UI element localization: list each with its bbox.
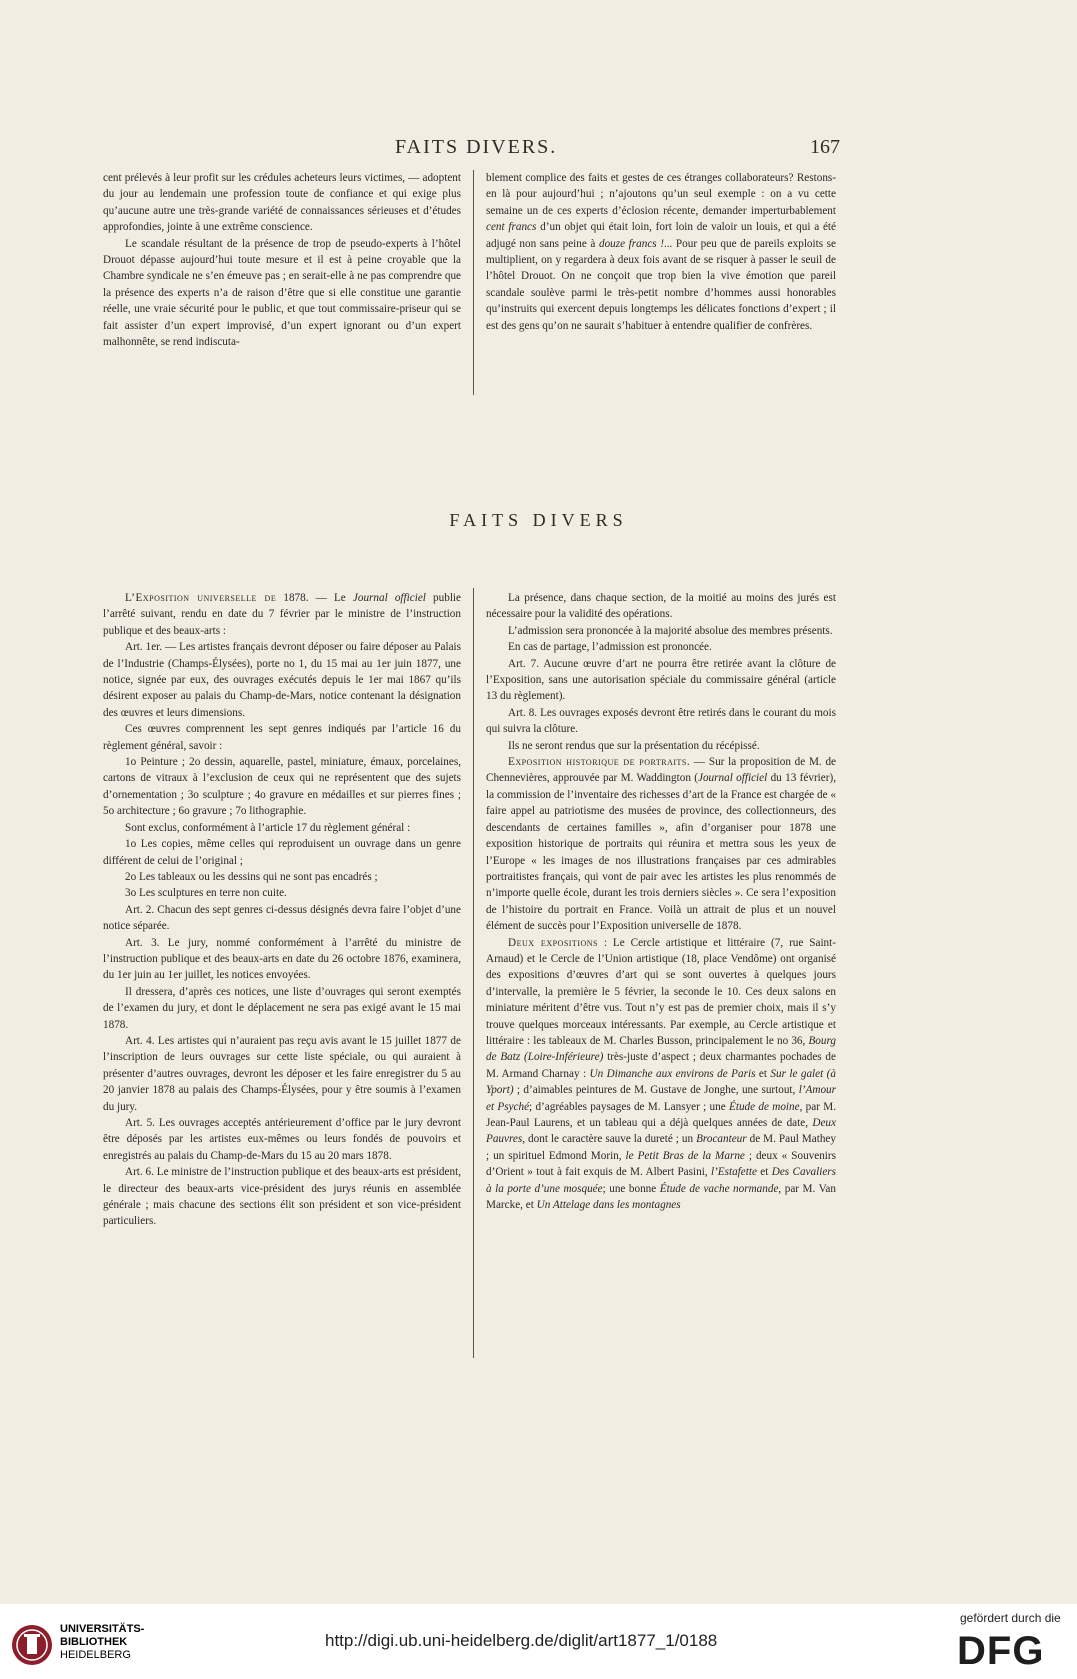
italic-run: Brocanteur (696, 1133, 747, 1146)
paragraph: 2o Les tableaux ou les dessins qui ne sont pas encadrés ; (125, 870, 378, 883)
italic-run: Deux Pauvres (486, 1117, 836, 1146)
italic-run: Journal officiel (698, 772, 768, 785)
top-left-column (103, 170, 461, 350)
paragraph: Ces œuvres comprennent les sept genres indiqués par l’article 16 du règlement général, savoir : (103, 723, 461, 752)
italic-run: Des Cavaliers à la porte d’une mosquée (486, 1166, 836, 1195)
library-name-line: UNIVERSITÄTS- (60, 1623, 145, 1635)
paragraph: Il dressera, d’après ces notices, une liste d’ouvrages qui seront exemptés de l’examen du jury, et dont le déplacement ne sera pas exigé avant le 15 mai 1878. (103, 985, 461, 1031)
italic-run: Un Dimanche aux environs de Paris (589, 1067, 756, 1080)
column-divider (473, 588, 474, 1358)
text-run: très-juste d’aspect ; deux charmantes pochades de M. Armand Charnay : (486, 1051, 836, 1080)
text-run: , dont le caractère sauve la dureté ; un (522, 1133, 697, 1146)
text-run: et (756, 1166, 772, 1179)
library-name (60, 1623, 144, 1662)
italic-run: Bourg de Batz (Loire-Inférieure) (486, 1034, 836, 1064)
text-run: et (755, 1067, 771, 1080)
bottom-left-column (103, 590, 461, 1230)
top-right-column (486, 170, 836, 334)
italic-run: Journal officiel (352, 592, 426, 604)
text-run: — Sur la proposition de M. de Chennevières, approuvée par M. Waddington ( (486, 756, 837, 785)
small-caps-run: L’Exposition universelle de (125, 592, 277, 604)
paragraph: Art. 8. Les ouvrages exposés devront être retirés dans le courant du mois qui suivra la clôture. (486, 706, 836, 736)
paragraph: 1o Les copies, même celles qui reproduisent un ouvrage dans un genre différent de celui de l’original ; (103, 838, 461, 867)
text-run: ; d’aimables peintures de M. Gustave de Jonghe, une surtout, (513, 1084, 799, 1097)
paragraph: Art. 7. Aucune œuvre d’art ne pourra être retirée avant la clôture de l’Exposition, sans une autorisation spéciale du commissaire général (article 13 du règlement). (486, 657, 836, 703)
paragraph: La présence, dans chaque section, de la moitié au moins des jurés est nécessaire pour la validité des opérations. (486, 592, 836, 621)
university-seal-icon (10, 1623, 54, 1667)
paragraph: Art. 2. Chacun des sept genres ci-dessus désignés devra faire l’objet d’une notice séparée. (103, 903, 461, 933)
paragraph: 1o Peinture ; 2o dessin, aquarelle, pastel, miniature, émaux, porcelaines, cartons de vitraux à l’exclusion de ceux qui ne représentent que des sujets d’ornementation ; 3o sculpture ; 4o gravure en médailles et sur pierres fines ; 5o architecture ; 6o gravure ; 7o lithographie. (103, 756, 461, 818)
italic-run: l’Estafette (710, 1166, 757, 1179)
text-run: ; une bonne (602, 1182, 660, 1195)
small-caps-run: Exposition historique de portraits. (508, 756, 691, 769)
text-run: blement complice des faits et gestes de ces étranges collaborateurs? Restons-en là pour aujourd’hui ; n’ajoutons qu’un seul exemple : on a vu cette semaine un de ces experts d’éclosion récente, demander imperturbablement (486, 172, 836, 217)
funding-label: gefördert durch die (960, 1611, 1061, 1625)
paragraph (103, 590, 461, 639)
page-number: 167 (810, 136, 840, 158)
paragraph: Sont exclus, conformément à l’article 17 du règlement général : (125, 821, 411, 834)
footer-bar (0, 1604, 1077, 1679)
italic-run: Étude de moine (729, 1100, 800, 1113)
paragraph: Ils ne seront rendus que sur la présentation du récépissé. (508, 739, 760, 752)
italic-run: l’Amour et Psyché (486, 1084, 836, 1113)
text-run: 1878. — Le (276, 592, 353, 604)
paragraph: cent prélevés à leur profit sur les crédules acheteurs leurs victimes, — adoptent du jour au lendemain une profession toute de confiance et qui exige plus qu’aucune autre une très-grande variété de connaissances sérieuses et d’études approfondies, jointe à une extrême conscience. (103, 172, 461, 234)
permalink-url[interactable]: http://digi.ub.uni-heidelberg.de/diglit/art1877_1/0188 (325, 1631, 718, 1650)
paragraph (486, 754, 836, 934)
paragraph: Art. 5. Les ouvrages acceptés antérieurement d’office par le jury devront être déposés par les artistes eux-mêmes ou leurs fondés de pouvoirs et enregistrés au palais du Champ-de-Mars du 15 au 20 mars 1878. (103, 1117, 461, 1162)
italic-run: le Petit Bras de la Marne (625, 1149, 745, 1162)
section-heading: FAITS DIVERS (449, 510, 628, 530)
text-run: publie l’arrêté suivant, rendu en date du 7 février par le ministre de l’instruction publique et des beaux-arts : (103, 592, 461, 637)
text-run: , par M. Jean-Paul Laurens, et un tableau qui a déjà quelques années de date, (486, 1100, 836, 1129)
paragraph: Art. 3. Le jury, nommé conformément à l’arrêté du ministre de l’instruction publique et des beaux-arts en date du 26 octobre 1876, examinera, du 1er juin au 1er juillet, les notices envoyées. (103, 936, 461, 982)
text-run: ; d’agréables paysages de M. Lansyer ; une (529, 1100, 730, 1113)
paragraph: En cas de partage, l’admission est prononcée. (508, 641, 712, 654)
paragraph (486, 935, 836, 1214)
library-name-line: HEIDELBERG (60, 1649, 131, 1661)
bottom-right-column (486, 590, 836, 1213)
column-divider (473, 170, 474, 395)
paragraph: Le scandale résultant de la présence de trop de pseudo-experts à l’hôtel Drouot dépasse aujourd’hui toute mesure et il est à peine croyable que la Chambre syndicale ne s’en émeuve pas ; en serait-elle à ne pas comprendre que la présence des experts n’a de raison d’être que si elle constitue une garantie réelle, une vraie sécurité pour le public, et que tout commissaire-priseur qui se fait assister d’un expert improvisé, d’un expert ignorant ou d’un expert malhonnête, se rend indiscuta- (103, 237, 461, 349)
italic-run: Étude de vache normande (659, 1182, 779, 1195)
text-run: ; deux « Souvenirs d’Orient » tout à fait exquis de M. Albert Pasini, (486, 1149, 836, 1179)
paragraph: Art. 1er. — Les artistes français devront déposer ou faire déposer au Palais de l’Industrie (Champs-Élysées), porte no 1, du 15 mai au 1er juin 1877, une notice, signée par eux, des ouvrages exécutés depuis le 1er mai 1867 qu’ils désirent exposer au palais du Champ-de-Mars, notice contenant la désignation des œuvres et leurs dimensions. (103, 641, 461, 719)
text-run: du 13 février), la commission de l’inventaire des richesses d’art de la France est chargée de « faire appel au patriotisme des musées de province, des collectionneurs, des descendants de certaines familles », afin d’organiser pour 1878 une exposition historique de portraits qui réunira et mettra sous les yeux de l’Europe « les images de nos illustrations françaises par ces admirables portraitistes français, qui vont de pair avec les artistes les plus renommés de n’importe quelle école, durant les trois derniers siècles ». Ce sera l’exposition de l’histoire du portrait en France. Voilà un attrait de plus et un nouvel élément de succès pour l’Exposition universelle de 1878. (486, 772, 836, 933)
small-caps-run: Deux expositions (508, 936, 598, 949)
italic-run: Un Attelage dans les montagnes (536, 1199, 681, 1212)
italic-run: douze francs ! (598, 237, 664, 250)
running-title: FAITS DIVERS. (395, 136, 558, 158)
paragraph: 3o Les sculptures en terre non cuite. (125, 887, 287, 900)
text-run: ... Pour peu que de pareils exploits se multiplient, on y regardera à deux fois avant de se risquer à passer le seuil de l’hôtel Drouot. On ne conçoit que trop bien la vive émotion que pareil scandale soulève parmi le très-petit nombre d’hommes aussi honorables qu’instruits qui exercent depuis longtemps les délicates fonctions d’expert ; il est des gens qu’on ne saurait s’habituer à entendre qualifier de confrères. (486, 237, 836, 332)
library-name-line: BIBLIOTHEK (60, 1636, 128, 1648)
paragraph: Art. 4. Les artistes qui n’auraient pas reçu avis avant le 15 juillet 1877 de l’inscription de leurs ouvrages sur cette liste spéciale, ou qui auraient à présenter d’autres ouvrages, devront les déposer et les faire enregistrer du 5 au 20 janvier 1878 au palais des Champs-Élysées, pour y être soumis à l’examen du jury. (103, 1034, 461, 1113)
italic-run: Sur le galet (à Yport) (486, 1067, 836, 1097)
paragraph (486, 170, 836, 334)
text-run: de M. Paul Mathey ; un spirituel Edmond Morin, (486, 1133, 836, 1162)
text-run: : Le Cercle artistique et littéraire (7, rue Saint-Arnaud) et le Cercle de l’Union artistique (18, place Vendôme) ont organisé des expositions d’œuvres d’art qui se sont ouvertes à quelques jours d’intervalle, la première le 5 février, la seconde le 10. Ces deux salons en miniature méritent d’être vus. Tout n’y est pas de premier choix, mais il s’y trouve quelques morceaux intéressants. Par exemple, au Cercle artistique et littéraire : les tableaux de M. Charles Busson, principalement le no 36, (486, 936, 836, 1047)
paragraph: L’admission sera prononcée à la majorité absolue des membres présents. (508, 624, 833, 637)
dfg-logo: DFG (957, 1629, 1045, 1673)
italic-run: cent francs (486, 221, 537, 234)
text-run: , par M. Van Marcke, et (486, 1182, 836, 1212)
paragraph: Art. 6. Le ministre de l’instruction publique et des beaux-arts est président, le directeur des beaux-arts vice-président des jurys réunis en assemblée générale ; mais chacune des sections élit son président et son vice-président particuliers. (103, 1166, 461, 1228)
text-run: d’un objet qui était loin, fort loin de valoir un louis, et qui a été adjugé non sans peine à (486, 221, 836, 250)
